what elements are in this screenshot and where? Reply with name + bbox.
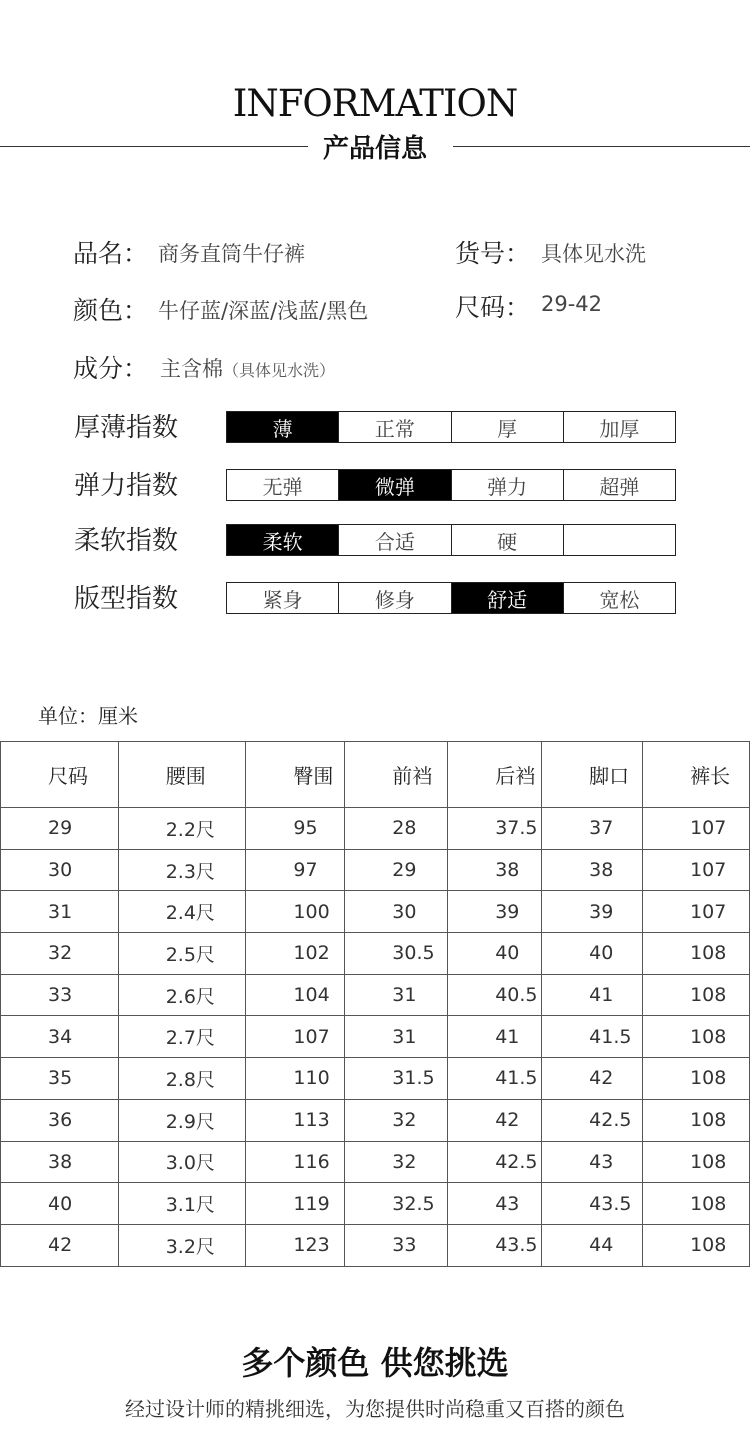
column-header: 臀围 bbox=[246, 742, 345, 808]
table-cell: 41 bbox=[542, 974, 643, 1016]
table-cell: 2.7尺 bbox=[118, 1016, 246, 1058]
scale-option: 超弹 bbox=[599, 474, 640, 499]
table-row bbox=[1, 1141, 750, 1183]
table-cell: 2.5尺 bbox=[118, 933, 246, 975]
table-cell: 38 bbox=[1, 1141, 119, 1183]
table-cell: 41 bbox=[448, 1016, 542, 1058]
table-cell: 29 bbox=[345, 849, 448, 891]
table-cell: 41.5 bbox=[448, 1058, 542, 1100]
fit-scale bbox=[226, 582, 676, 614]
table-cell: 116 bbox=[246, 1141, 345, 1183]
softness-scale bbox=[226, 524, 676, 556]
name-label: 品名： bbox=[73, 239, 149, 268]
fit-index-row bbox=[74, 582, 684, 614]
table-header-row bbox=[1, 742, 750, 808]
table-cell: 38 bbox=[542, 849, 643, 891]
table-cell: 33 bbox=[1, 974, 119, 1016]
column-header: 后裆 bbox=[448, 742, 542, 808]
table-cell: 40 bbox=[448, 933, 542, 975]
table-cell: 108 bbox=[643, 974, 750, 1016]
material-main: 主含棉 bbox=[160, 357, 223, 381]
table-cell: 38 bbox=[448, 849, 542, 891]
table-cell: 32 bbox=[1, 933, 119, 975]
table-cell: 3.2尺 bbox=[118, 1224, 246, 1266]
column-header: 前裆 bbox=[345, 742, 448, 808]
index-label: 柔软指数 bbox=[74, 526, 179, 556]
table-cell: 108 bbox=[643, 1183, 750, 1225]
table-cell: 37.5 bbox=[448, 808, 542, 850]
table-cell: 43.5 bbox=[542, 1183, 643, 1225]
divider bbox=[453, 146, 750, 147]
thickness-index-row bbox=[74, 411, 684, 443]
table-cell: 2.2尺 bbox=[118, 808, 246, 850]
table-cell: 40.5 bbox=[448, 974, 542, 1016]
table-row bbox=[1, 1016, 750, 1058]
table-cell: 107 bbox=[643, 808, 750, 850]
column-header: 裤长 bbox=[643, 742, 750, 808]
table-cell: 107 bbox=[643, 849, 750, 891]
table-cell: 37 bbox=[542, 808, 643, 850]
table-cell: 39 bbox=[448, 891, 542, 933]
table-cell: 35 bbox=[1, 1058, 119, 1100]
name-value: 商务直筒牛仔裤 bbox=[158, 242, 305, 266]
table-row bbox=[1, 849, 750, 891]
table-row bbox=[1, 1099, 750, 1141]
table-cell: 31 bbox=[1, 891, 119, 933]
table-cell: 123 bbox=[246, 1224, 345, 1266]
column-header: 腰围 bbox=[118, 742, 246, 808]
scale-option: 舒适 bbox=[452, 583, 564, 613]
table-cell: 102 bbox=[246, 933, 345, 975]
scale-option: 柔软 bbox=[227, 525, 339, 555]
table-cell: 104 bbox=[246, 974, 345, 1016]
size-label: 尺码： bbox=[455, 293, 531, 322]
thickness-scale bbox=[226, 411, 676, 443]
column-header: 尺码 bbox=[1, 742, 119, 808]
index-label: 版型指数 bbox=[74, 584, 179, 614]
size-value: 29-42 bbox=[541, 292, 603, 316]
table-cell: 2.9尺 bbox=[118, 1099, 246, 1141]
table-cell: 2.3尺 bbox=[118, 849, 246, 891]
table-body bbox=[1, 808, 750, 1267]
table-cell: 32 bbox=[345, 1141, 448, 1183]
scale-option: 薄 bbox=[227, 412, 339, 442]
table-cell: 40 bbox=[542, 933, 643, 975]
table-row bbox=[1, 1058, 750, 1100]
table-cell: 97 bbox=[246, 849, 345, 891]
table-cell: 108 bbox=[643, 933, 750, 975]
table-cell: 44 bbox=[542, 1224, 643, 1266]
scale-option: 微弹 bbox=[339, 470, 451, 500]
softness-index-row bbox=[74, 524, 684, 556]
table-row bbox=[1, 974, 750, 1016]
size-table bbox=[0, 741, 750, 1267]
sku-value: 具体见水洗 bbox=[541, 242, 646, 266]
table-cell: 30.5 bbox=[345, 933, 448, 975]
table-cell: 119 bbox=[246, 1183, 345, 1225]
scale-option: 正常 bbox=[339, 412, 451, 442]
scale-option: 弹力 bbox=[452, 470, 564, 500]
material-label: 成分： bbox=[73, 354, 149, 383]
table-cell: 108 bbox=[643, 1224, 750, 1266]
table-cell: 107 bbox=[246, 1016, 345, 1058]
elasticity-scale bbox=[226, 469, 676, 501]
scale-option: 无弹 bbox=[227, 470, 339, 500]
table-cell: 30 bbox=[345, 891, 448, 933]
table-cell: 113 bbox=[246, 1099, 345, 1141]
table-cell: 42.5 bbox=[448, 1141, 542, 1183]
table-cell: 43.5 bbox=[448, 1224, 542, 1266]
material-note: （具体见水洗） bbox=[223, 361, 336, 380]
color-label: 颜色： bbox=[73, 296, 149, 325]
table-cell: 33 bbox=[345, 1224, 448, 1266]
table-cell: 36 bbox=[1, 1099, 119, 1141]
table-cell: 42 bbox=[542, 1058, 643, 1100]
table-cell: 2.8尺 bbox=[118, 1058, 246, 1100]
table-cell: 100 bbox=[246, 891, 345, 933]
table-cell: 3.0尺 bbox=[118, 1141, 246, 1183]
table-cell: 30 bbox=[1, 849, 119, 891]
scale-option: 合适 bbox=[339, 525, 451, 555]
table-cell: 42.5 bbox=[542, 1099, 643, 1141]
table-cell: 41.5 bbox=[542, 1016, 643, 1058]
scale-option: 修身 bbox=[339, 583, 451, 613]
elasticity-index-row bbox=[74, 469, 684, 501]
footer-subtitle: 经过设计师的精挑细选，为您提供时尚稳重又百搭的颜色 bbox=[125, 1397, 625, 1421]
table-cell: 31 bbox=[345, 974, 448, 1016]
color-value: 牛仔蓝/深蓝/浅蓝/黑色 bbox=[158, 299, 369, 323]
table-cell: 34 bbox=[1, 1016, 119, 1058]
table-cell: 32 bbox=[345, 1099, 448, 1141]
table-cell: 107 bbox=[643, 891, 750, 933]
title-zh: 产品信息 bbox=[322, 134, 427, 164]
index-label: 弹力指数 bbox=[74, 471, 179, 501]
column-header: 脚口 bbox=[542, 742, 643, 808]
table-cell: 108 bbox=[643, 1099, 750, 1141]
scale-option: 紧身 bbox=[227, 583, 339, 613]
table-cell: 2.4尺 bbox=[118, 891, 246, 933]
table-cell: 110 bbox=[246, 1058, 345, 1100]
scale-option: 厚 bbox=[452, 412, 564, 442]
table-cell: 28 bbox=[345, 808, 448, 850]
table-cell: 3.1尺 bbox=[118, 1183, 246, 1225]
unit-label: 单位：厘米 bbox=[38, 704, 138, 728]
sku-label: 货号： bbox=[455, 239, 531, 268]
table-cell: 43 bbox=[542, 1141, 643, 1183]
table-cell: 43 bbox=[448, 1183, 542, 1225]
table-cell: 32.5 bbox=[345, 1183, 448, 1225]
table-cell: 108 bbox=[643, 1058, 750, 1100]
table-cell: 42 bbox=[1, 1224, 119, 1266]
table-row bbox=[1, 891, 750, 933]
table-cell: 108 bbox=[643, 1141, 750, 1183]
table-cell: 40 bbox=[1, 1183, 119, 1225]
table-row bbox=[1, 1183, 750, 1225]
index-label: 厚薄指数 bbox=[74, 413, 179, 443]
table-cell: 108 bbox=[643, 1016, 750, 1058]
table-cell: 42 bbox=[448, 1099, 542, 1141]
footer-title: 多个颜色 供您挑选 bbox=[241, 1344, 509, 1382]
scale-option: 宽松 bbox=[599, 587, 640, 612]
table-row bbox=[1, 1224, 750, 1266]
table-cell: 2.6尺 bbox=[118, 974, 246, 1016]
scale-option: 硬 bbox=[452, 525, 564, 555]
table-cell: 95 bbox=[246, 808, 345, 850]
scale-option bbox=[564, 525, 675, 555]
table-row bbox=[1, 933, 750, 975]
title-en: INFORMATION bbox=[232, 82, 518, 125]
table-cell: 29 bbox=[1, 808, 119, 850]
scale-option: 加厚 bbox=[599, 416, 640, 441]
table-row bbox=[1, 808, 750, 850]
table-cell: 31 bbox=[345, 1016, 448, 1058]
material-value bbox=[160, 353, 335, 383]
table-cell: 39 bbox=[542, 891, 643, 933]
table-cell: 31.5 bbox=[345, 1058, 448, 1100]
